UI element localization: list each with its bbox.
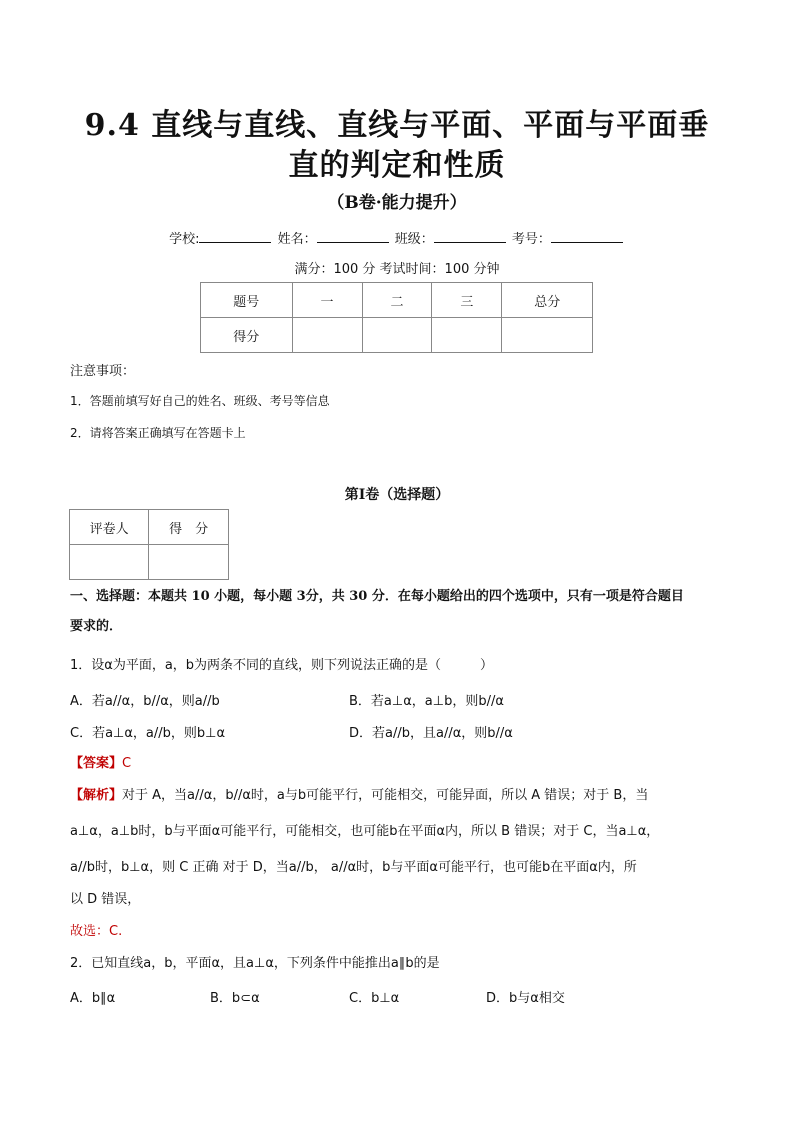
part1-instructions-cont: 要求的．	[70, 619, 123, 634]
q2-option-b[interactable]: B．b⊂α	[210, 991, 260, 1006]
score-table	[200, 282, 593, 353]
score-table-header: 一	[292, 283, 362, 318]
score-cell[interactable]	[502, 318, 593, 353]
doc-subtitle: （B卷·能力提升）	[327, 193, 467, 213]
school-label: 学校:	[169, 232, 200, 247]
grader-cell[interactable]	[70, 545, 149, 580]
q2-option-c[interactable]: C．b⊥α	[349, 991, 400, 1006]
analysis-text: 对于 A，当a//α，b//α时，a与b可能平行，可能相交，可能异面，所以 A 错误；对于 B，当	[122, 788, 649, 803]
answer-value: C	[122, 756, 132, 771]
q1-option-b[interactable]: B．若a⊥α，a⊥b，则b//α	[349, 694, 504, 709]
class-label: 班级：	[394, 232, 434, 247]
notes-title: 注意事项：	[70, 364, 136, 379]
grader-header: 得 分	[149, 510, 229, 545]
q1-answer	[70, 752, 131, 771]
doc-title-line1: 9.4 直线与直线、直线与平面、平面与平面垂	[84, 108, 710, 143]
school-blank[interactable]	[199, 230, 271, 243]
q1-analysis-line2: a⊥α，a⊥b时，b与平面α可能平行，可能相交，也可能b在平面α内，所以 B 错误；对于 C，当a⊥α，	[70, 824, 660, 839]
part1-instructions: 一、选择题：本题共 10 小题，每小题 3分，共 30 分．在每小题给出的四个选项中，只有一项是符合题目	[70, 589, 684, 604]
analysis-label: 【解析】	[70, 788, 123, 803]
exam-number-blank[interactable]	[551, 230, 623, 243]
score-table-header: 二	[362, 283, 432, 318]
score-cell[interactable]	[432, 318, 502, 353]
section-title: 第Ⅰ卷（选择题）	[344, 487, 450, 503]
class-blank[interactable]	[434, 230, 506, 243]
answer-label: 【答案】	[70, 756, 123, 771]
note-item: 1．答题前填写好自己的姓名、班级、考号等信息	[70, 394, 330, 408]
student-info-line	[0, 228, 794, 247]
name-blank[interactable]	[317, 230, 389, 243]
q2-stem: 2．已知直线a，b，平面α，且a⊥α，下列条件中能推出a∥b的是	[70, 956, 440, 971]
q1-option-d[interactable]: D．若a//b，且a//α，则b//α	[349, 726, 513, 741]
q1-analysis-line3: a//b时，b⊥α，则 C 正确 对于 D，当a//b， a//α时，b与平面α可能平行，也可能b在平面α内，所	[70, 860, 637, 875]
score-cell[interactable]	[362, 318, 432, 353]
exam-number-label: 考号：	[511, 232, 551, 247]
score-table-header: 总分	[502, 283, 593, 318]
q2-option-a[interactable]: A．b∥α	[70, 991, 116, 1006]
q1-analysis-line4: 以 D 错误，	[70, 892, 141, 907]
grader-table	[69, 509, 229, 580]
q1-choose: 故选：C.	[70, 924, 123, 939]
score-cell[interactable]	[292, 318, 362, 353]
score-table-header: 三	[432, 283, 502, 318]
score-table-header: 题号	[201, 283, 293, 318]
q1-option-a[interactable]: A．若a//α，b//α，则a//b	[70, 694, 220, 709]
note-item: 2．请将答案正确填写在答题卡上	[70, 426, 246, 440]
grader-cell[interactable]	[149, 545, 229, 580]
q1-option-c[interactable]: C．若a⊥α，a//b，则b⊥α	[70, 726, 226, 741]
grader-header: 评卷人	[70, 510, 149, 545]
score-time-line: 满分：100 分 考试时间：100 分钟	[294, 262, 500, 277]
score-row-label: 得分	[201, 318, 293, 353]
name-label: 姓名：	[277, 232, 317, 247]
q2-option-d[interactable]: D．b与α相交	[486, 991, 565, 1006]
q1-analysis-line1	[70, 784, 730, 803]
q1-stem: 1．设α为平面，a，b为两条不同的直线，则下列说法正确的是（ ）	[70, 658, 494, 673]
doc-title-line2: 直的判定和性质	[288, 148, 506, 183]
